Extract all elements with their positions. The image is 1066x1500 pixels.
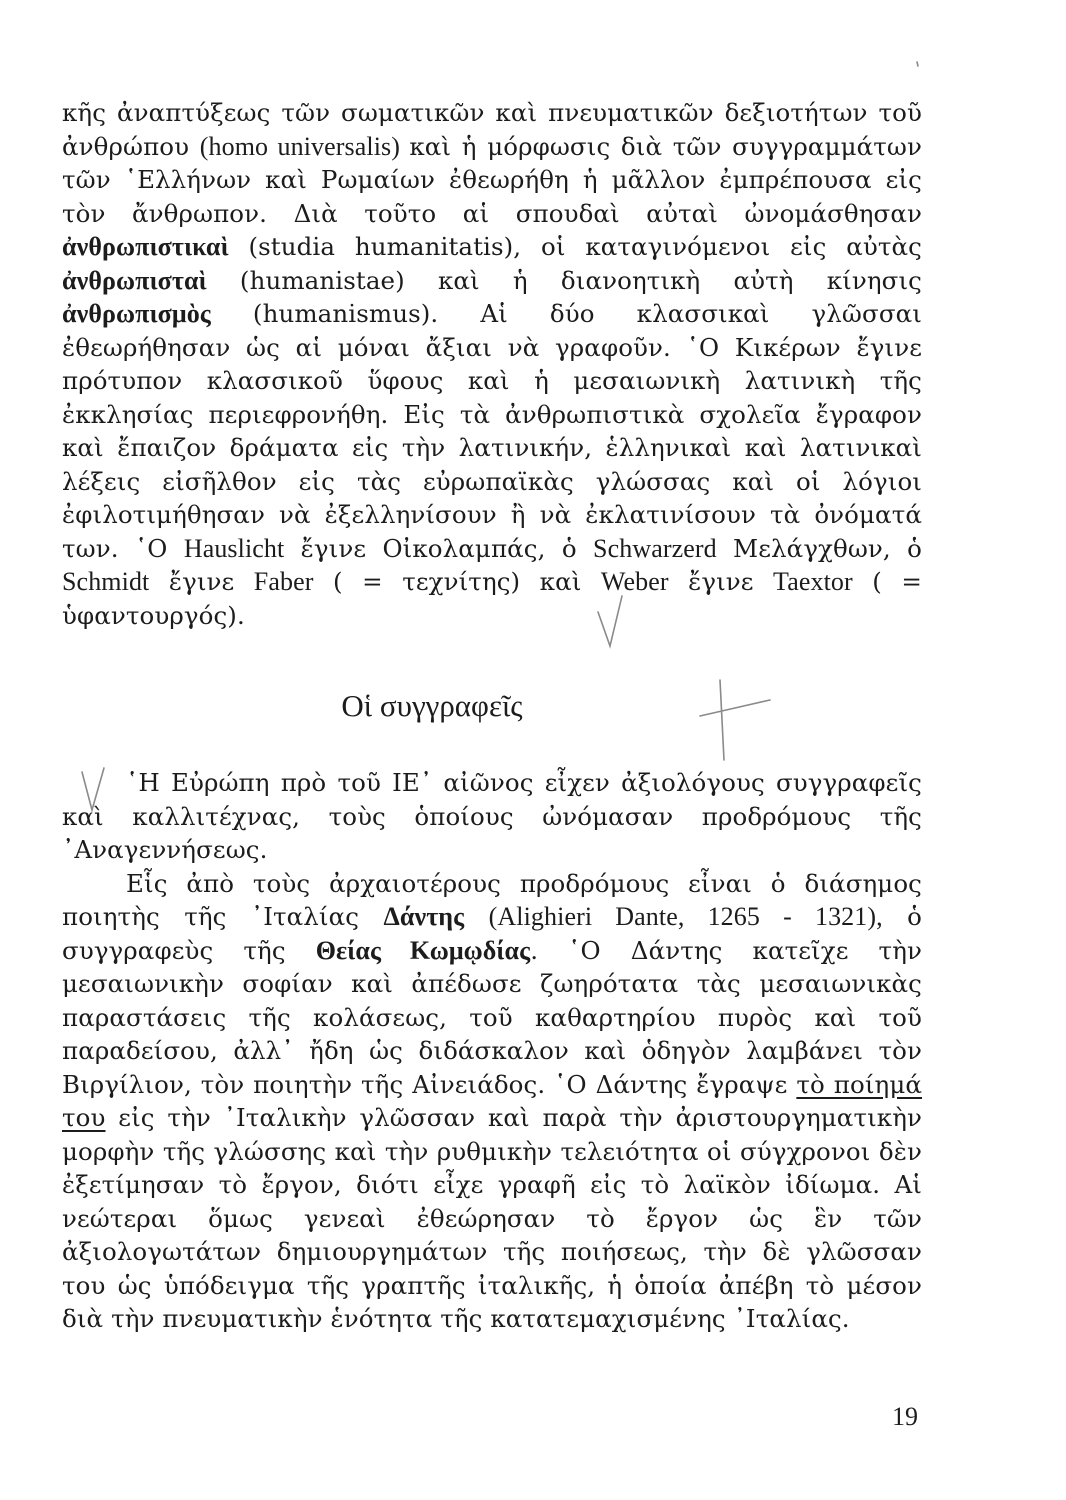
latin-dante-dates: (Alighieri Dante, 1265 - 1321), xyxy=(488,902,883,931)
section-title-authors: Οἱ συγγραφεῖς xyxy=(341,688,523,723)
paragraph-dante xyxy=(62,867,922,1336)
latin-name-hauslicht: Hauslicht xyxy=(183,533,285,563)
latin-name-schwarzerd: Schwarzerd xyxy=(593,533,717,563)
text-run: ( = ὑφαντουργός). xyxy=(62,567,922,630)
paragraph-humanism xyxy=(62,96,922,632)
page-number: 19 xyxy=(892,1402,918,1431)
latin-name-faber: Faber xyxy=(253,567,314,596)
underlined-phrase: τὸ ποίημά του xyxy=(62,1069,922,1132)
text-run: ἔγινε xyxy=(149,567,254,596)
bold-term-humanists: ἀνθρωπισταὶ xyxy=(62,265,207,295)
text-run: καὶ ἡ μόρφωσις διὰ τῶν συγγραμμάτων τῶν ῾Ελλήνων καὶ Ρωμαίων ἐθεωρήθη ἡ μᾶλλον ἐμπρέπουσα εἰς τὸν ἄνθρωπον. Διὰ τοῦτο αἱ σπουδαὶ αὐταὶ ὠνομάσθησαν xyxy=(62,131,922,228)
book-page xyxy=(62,96,922,1336)
text-run: Μελάγχθων, ὁ xyxy=(716,533,922,563)
text-run: εἰς τὴν ᾽Ιταλικὴν γλῶσσαν καὶ παρὰ τὴν ἀριστουργηματικὴν μορφὴν τῆς γλώσσης καὶ τὴν ρυθμικὴν τελειότητα οἱ σύγχρονοι δὲν ἐξετίμησαν τὸ ἔργον, διότι εἶχε γραφῆ εἰς τὸ λαϊκὸν ἰδίωμα. Αἱ νεώτεραι ὅμως γενεαὶ ἐθεώρησαν τὸ ἔργον ὡς ἓν τῶν ἀξιολογωτάτων δημιουργημάτων τῆς ποιήσεως, τὴν δὲ γλῶσσαν του ὡς ὑπόδειγμα τῆς γραπτῆς ἰταλικῆς, ἡ ὁποία ἀπέβη τὸ μέσον διὰ τὴν πνευματικὴν ἑνότητα τῆς κατατεμαχισμένης ᾽Ιταλίας. xyxy=(62,1103,922,1333)
text-run: ὁ συγγραφεὺς τῆς xyxy=(62,902,922,965)
paragraph-precursors: ῾Η Εὐρώπη πρὸ τοῦ ΙΕ᾽ αἰῶνος εἶχεν ἀξιολόγους συγγραφεῖς καὶ καλλιτέχνας, τοὺς ὁποίους ὠνόμασαν προδρόμους τῆς ᾽Αναγεννήσεως. xyxy=(62,768,922,864)
text-run: (humanismus). Αἱ δύο κλασσικαὶ γλῶσσαι ἐθεωρήθησαν ὡς αἱ μόναι ἄξιαι νὰ γραφοῦν. ῾Ο Κικέρων ἔγινε πρότυπον κλασσικοῦ ὕφους καὶ ἡ μεσαιωνικὴ λατινικὴ τῆς ἐκκλησίας περιεφρονήθη. Εἰς τὰ ἀνθρωπιστικὰ σχολεῖα ἔγραφον καὶ ἔπαιζον δράματα εἰς τὴν λατινικήν, ἑλληνικαὶ καὶ λατινικαὶ λέξεις εἰσῆλθον εἰς τὰς εὐρωπαϊκὰς γλώσσας καὶ οἱ λόγιοι ἐφιλοτιμήθησαν νὰ ἐξελληνίσουν ἢ νὰ ἐκλατινίσουν τὰ ὀνόματά των. ῾Ο xyxy=(62,299,922,563)
bold-term-humanistic: ἀνθρωπιστικαὶ xyxy=(62,232,229,261)
latin-homo-universalis: (homo universalis) xyxy=(199,131,410,161)
latin-name-schmidt: Schmidt xyxy=(62,567,150,596)
latin-name-weber: Weber xyxy=(600,567,669,596)
pencil-dot xyxy=(917,62,918,66)
bold-term-dante: Δάντης xyxy=(383,902,465,931)
text-run: (humanistae) καὶ ἡ διανοητικὴ αὐτὴ κίνησις xyxy=(206,265,922,295)
text-run: ( = τεχνίτης) καὶ xyxy=(313,567,601,596)
bold-term-divine-comedy: Θείας Κωμῳδίας xyxy=(315,935,531,965)
bold-term-humanism: ἀνθρωπισμὸς xyxy=(62,299,211,328)
text-run: ἔγινε xyxy=(668,567,774,596)
text-run: (studia humanitatis), οἱ καταγινόμενοι εἰς αὐτὰς xyxy=(228,232,922,261)
text-run: ἔγινε Οἰκολαμπάς, ὁ xyxy=(284,533,594,563)
latin-name-taextor: Taextor xyxy=(773,567,853,596)
text-run: . ῾Ο Δάντης κατεῖχε τὴν μεσαιωνικὴν σοφίαν καὶ ἀπέδωσε ζωηρότατα τὰς μεσαιωνικὰς παραστάσεις τῆς κολάσεως, τοῦ καθαρτηρίου πυρὸς καὶ τοῦ παραδείσου, ἀλλ᾽ ἤδη ὡς διδάσκαλον καὶ ὁδηγὸν λαμβάνει τὸν Βιργίλιον, τὸν ποιητὴν τῆς Αἰνειάδος. ῾Ο Δάντης ἔγραψε xyxy=(62,935,922,1099)
text-run: Εἷς ἀπὸ τοὺς ἀρχαιοτέρους προδρόμους εἶναι ὁ διάσημος ποιητὴς τῆς ᾽Ιταλίας xyxy=(62,868,922,931)
text-run xyxy=(62,98,922,228)
text-run: κῆς ἀναπτύξεως τῶν σωματικῶν καὶ πνευματικῶν δεξιοτήτων τοῦ ἀνθρώπου xyxy=(62,98,922,161)
